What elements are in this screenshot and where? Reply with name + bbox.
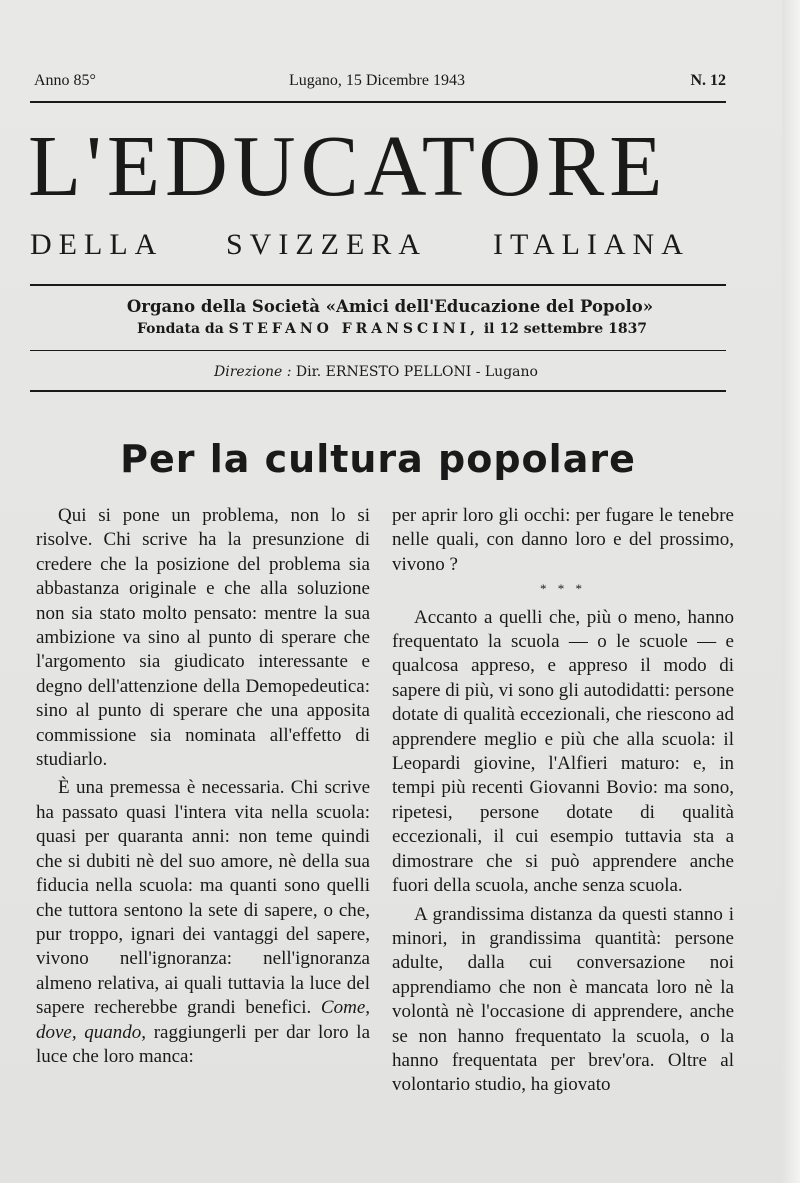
italic-phrase: Come, dove, quando, bbox=[36, 997, 370, 1043]
subtitle-word: DELLA bbox=[30, 228, 164, 261]
article-column-left bbox=[36, 504, 370, 1069]
paragraph: Qui si pone un problema, non lo si risolve. Chi scrive ha la presunzione di credere che la posizione del problema sia abbastanza originale e che alla soluzione non sia stato molto pensato: mentre la sua ambizione va sino al punto di sperare che l'argomento sia giudicato interessante e degno dell'attenzione della Demopedeutica: sino al punto di sperare che una apposita commissione sia nominata all'effetto di studiarlo. bbox=[36, 505, 370, 771]
founded-line bbox=[0, 321, 792, 337]
paragraph bbox=[36, 776, 370, 1069]
page-edge bbox=[782, 0, 800, 1183]
year-label: Anno 85° bbox=[34, 72, 96, 89]
divider bbox=[30, 284, 726, 286]
founded-prefix: Fondata da bbox=[136, 321, 224, 337]
founder-name: STEFANO FRANSCINI, bbox=[228, 321, 479, 337]
place-date: Lugano, 15 Dicembre 1943 bbox=[289, 72, 465, 89]
subtitle-word: ITALIANA bbox=[493, 228, 690, 261]
direction-label: Direzione : bbox=[214, 364, 292, 380]
masthead-title: L'EDUCATORE bbox=[28, 117, 668, 214]
paragraph: A grandissima distanza da questi stanno i minori, in grandissima quantità: persone adulte, dalla cui conversazione noi apprendiamo che non è mancata loro nè la volontà nè l'occasione di apprendere, anche se non hanno frequentato la scuola, o la hanno frequentata per brev'ora. Oltre al volontario studio, ha giovato bbox=[392, 903, 734, 1096]
article-title: Per la cultura popolare bbox=[120, 437, 636, 481]
direction-line bbox=[0, 364, 776, 380]
paragraph-text: È una premessa è necessaria. Chi scrive ha passato quasi l'intera vita nella scuola: quasi per quaranta anni: non teme quindi che si dubiti nè del suo amore, nè della sua fiducia nella scuola: ma quanti sono quelli che tuttora sentono la sete di sapere, o che, pur troppo, ignari dei vantaggi del sapere, vivono nell'ignoranza: nell'ignoranza almeno relativa, ai quali tuttavia la luce del sapere recherebbe grandi benefici. bbox=[36, 777, 370, 1019]
article-column-right bbox=[392, 504, 734, 1098]
paragraph-text: raggiungerli per dar loro la luce che loro manca: bbox=[36, 1021, 370, 1067]
organ-line: Organo della Società «Amici dell'Educazione del Popolo» bbox=[126, 297, 654, 316]
divider bbox=[30, 350, 726, 351]
founded-date: il 12 settembre 1837 bbox=[483, 321, 648, 337]
paragraph: per aprir loro gli occhi: per fugare le tenebre nelle quali, con danno loro e del prossimo, vivono ? bbox=[392, 505, 734, 575]
paragraph: Accanto a quelli che, più o meno, hanno frequentato la scuola — o le scuole — e qualcosa appreso, e appreso il modo di sapere di più, vi sono gli autodidatti: persone dotate di qualità eccezionali, che riescono ad apprendere meglio e più che alla scuola: il Leopardi giovine, l'Alfieri maturo: e, in tempi più recenti Giovanni Bovio: ma sono, ripetesi, persone dotate di qualità eccezionali, il cui esempio tuttavia sta a dimostrare che si può apprendere anche fuori della scuola, anche senza scuola. bbox=[392, 606, 734, 897]
section-break: * * * bbox=[540, 581, 586, 597]
divider bbox=[30, 390, 726, 392]
issue-number: N. 12 bbox=[690, 72, 726, 89]
director-name: Dir. ERNESTO PELLONI - Lugano bbox=[295, 364, 538, 380]
divider bbox=[30, 101, 726, 103]
subtitle-word: SVIZZERA bbox=[226, 228, 427, 261]
